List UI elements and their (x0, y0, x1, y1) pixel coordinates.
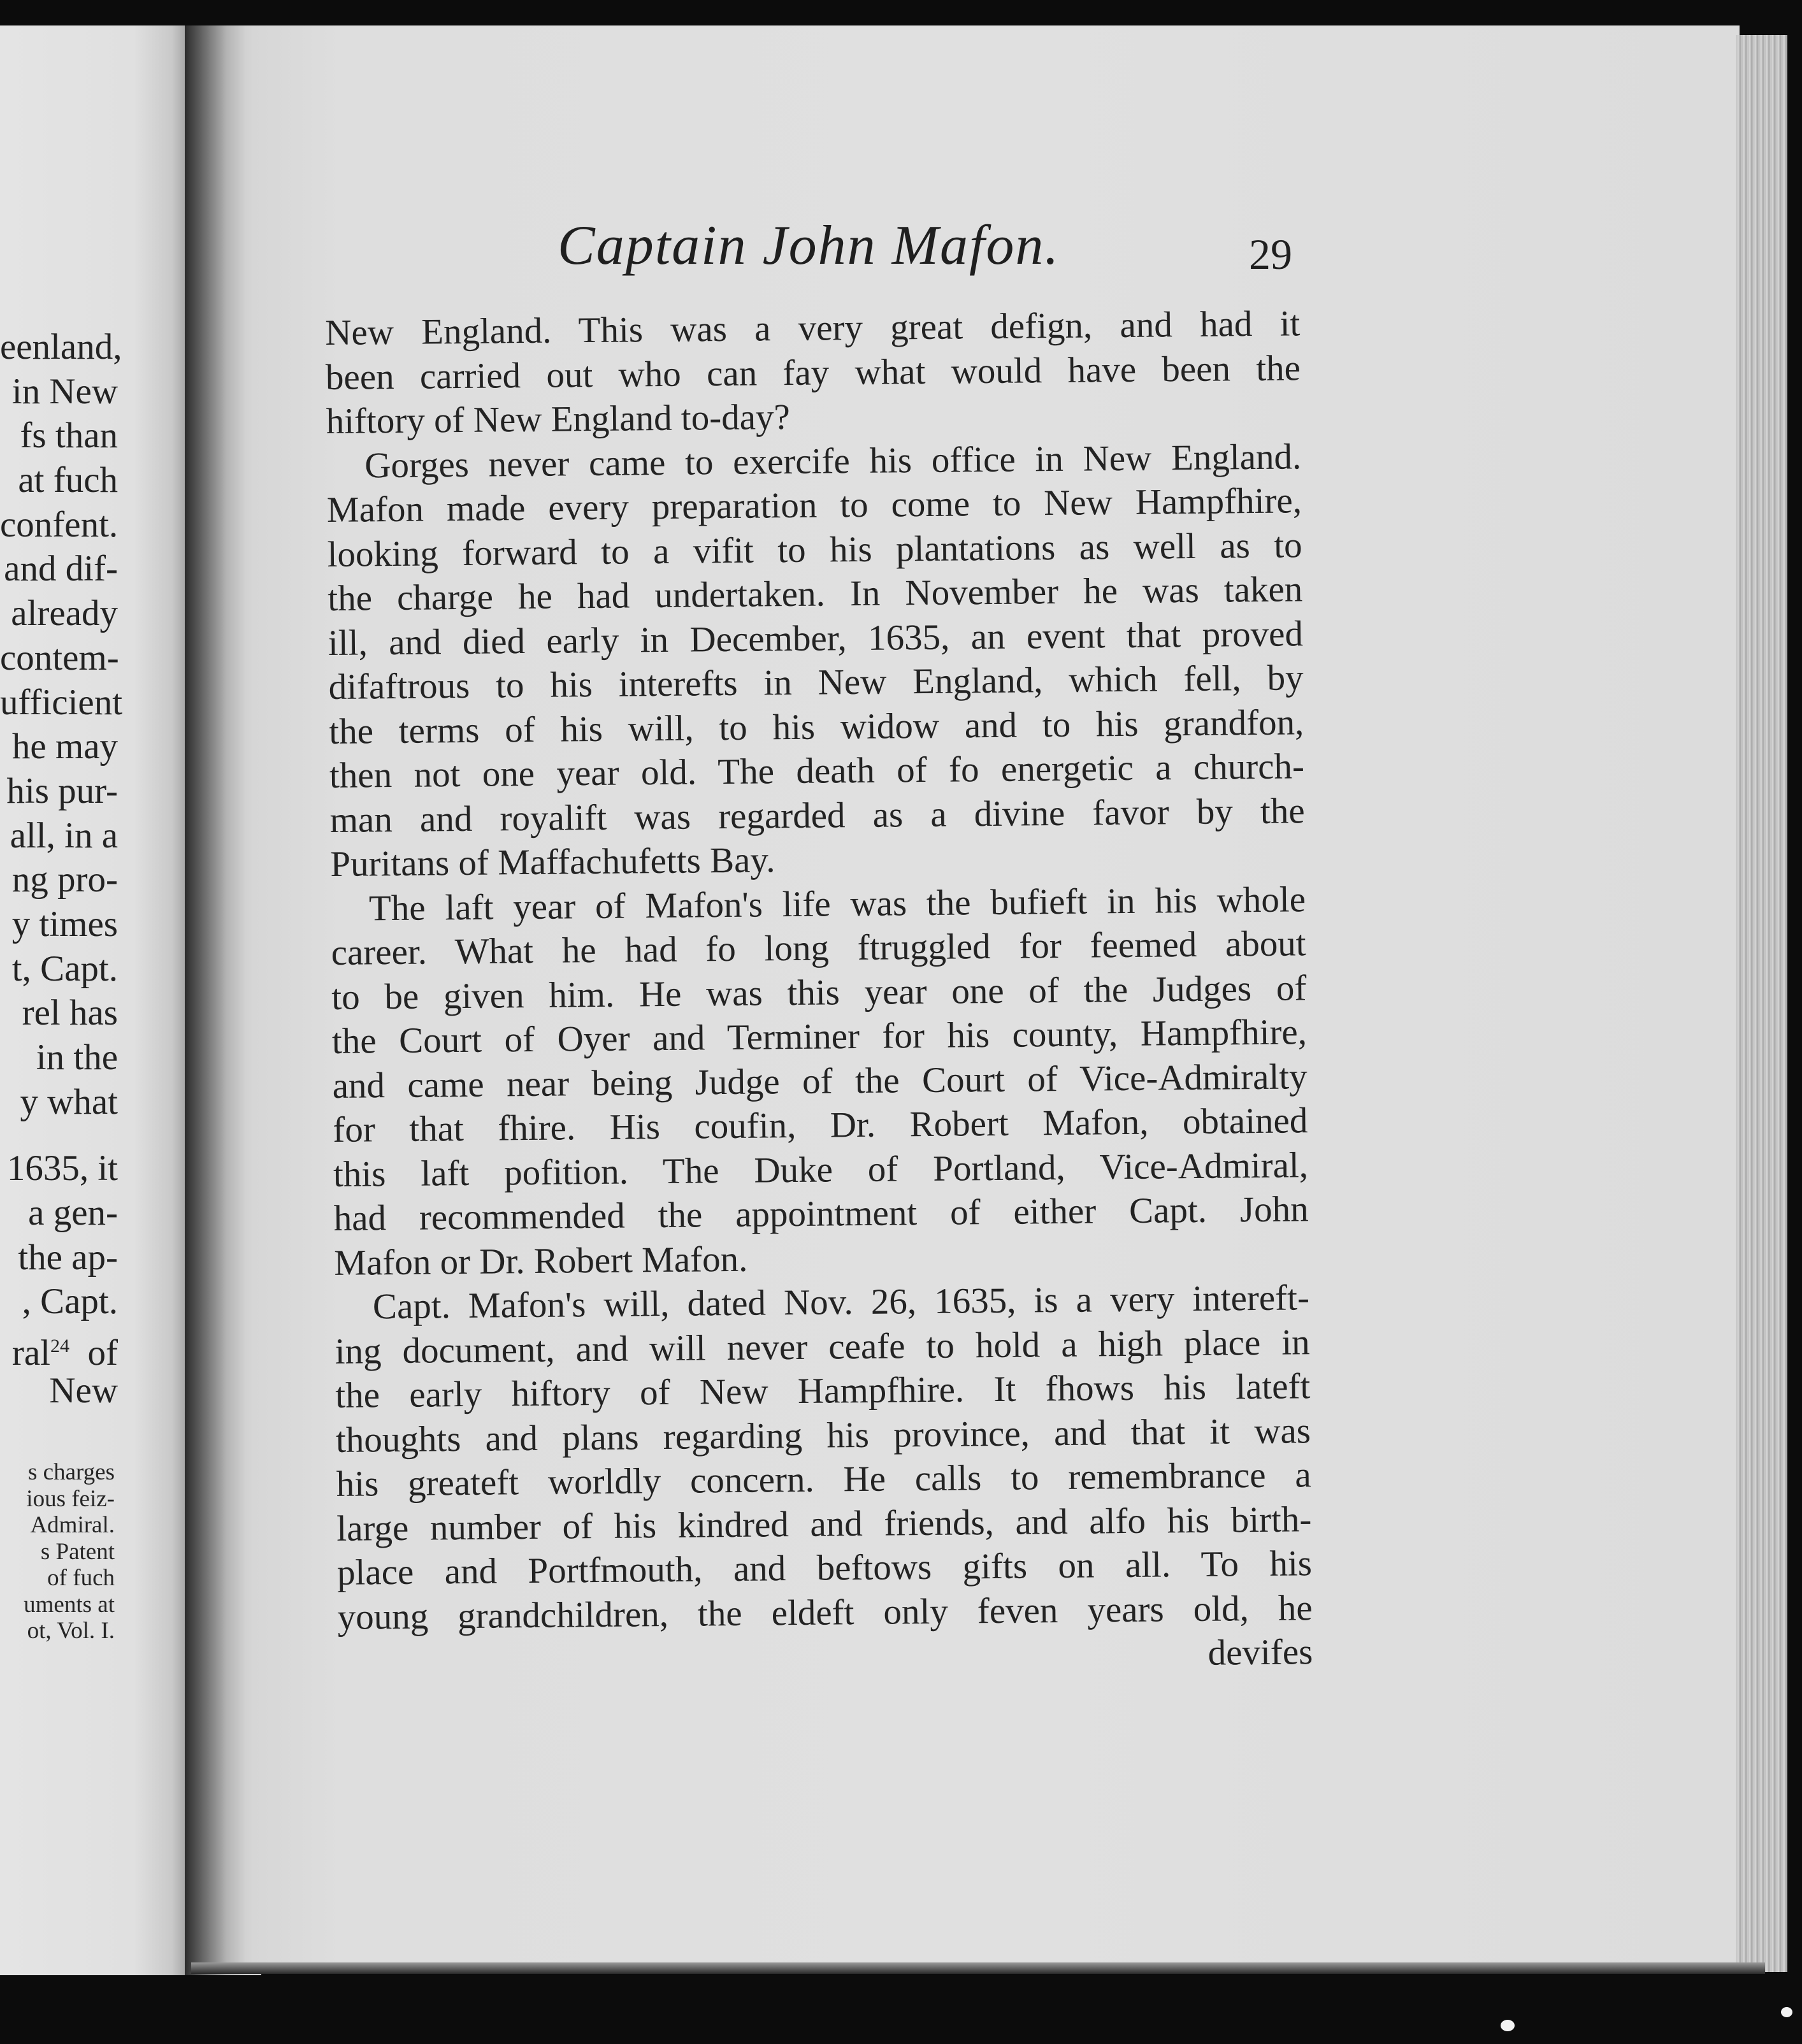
text-line: the early hiftory of New Hampfhire. It fhows his lateft (335, 1366, 1311, 1416)
page-bottom-edge (191, 1962, 1765, 1974)
text-line: New England. This was a very great defign, and had it (325, 303, 1301, 353)
footnote-line: ot, Vol. I. (27, 1618, 115, 1644)
running-title: Captain John Mafon. (558, 215, 1060, 277)
left-line: t, Capt. (11, 948, 118, 989)
left-line: ral (11, 1333, 51, 1374)
footnote-line: uments at (24, 1591, 115, 1618)
text-line: Puritans of Maffachufetts Bay. (330, 840, 775, 884)
left-line: he may (11, 726, 118, 767)
text-line: difaftrous to his interefts in New England, which fell, by (328, 658, 1304, 707)
left-line: ng pro- (11, 860, 118, 900)
text-line: Mafon made every preparation to come to New Hampfhire, (326, 480, 1302, 530)
left-footnotes (0, 1459, 115, 1645)
paragraph-gap (0, 1124, 118, 1146)
body-text (325, 301, 1313, 1683)
text-line: this laft pofition. The Duke of Portland, Vice-Admiral, (333, 1144, 1309, 1195)
text-line: Gorges never came to exercife his office in New England. (364, 436, 1302, 486)
book-gutter (185, 25, 261, 1975)
dust-speck (1501, 2020, 1515, 2031)
text-line: The laft year of Mafon's life was the bufieft in his whole (368, 879, 1306, 928)
text-line: then not one year old. The death of fo energetic a church- (329, 746, 1305, 796)
text-line: ing document, and will never ceafe to hold a high place in (335, 1321, 1310, 1372)
left-line: in New (11, 371, 118, 412)
text-line: place and Portfmouth, and beftows gifts on all. To his (336, 1543, 1313, 1593)
page-edges (1736, 35, 1787, 1972)
text-line: his greateft worldly concern. He calls to remembrance a (336, 1455, 1311, 1504)
footnote-line: s charges (28, 1459, 115, 1485)
left-line: at fuch (18, 460, 118, 501)
text-line: ill, and died early in December, 1635, an event that proved (328, 613, 1304, 663)
left-line: a gen- (28, 1193, 118, 1234)
text-line: Mafon or Dr. Robert Mafon. (334, 1239, 748, 1283)
page-number: 29 (1249, 230, 1292, 278)
left-line-word: of (87, 1333, 118, 1374)
text-line: to be given him. He was this year one of the Judges of (331, 967, 1307, 1018)
text-line: the terms of his will, to his widow and to his grandfon, (329, 702, 1304, 752)
text-line: large number of his kindred and friends, and alfo his birth- (336, 1499, 1312, 1549)
left-line: eenland, (0, 327, 122, 367)
text-line: and came near being Judge of the Court of Vice-Admiralty (332, 1056, 1308, 1106)
footnote-line: s Patent (40, 1538, 115, 1565)
text-line: looking forward to a vifit to his plantations as well as to (327, 524, 1302, 575)
left-line: ufficient (0, 682, 123, 723)
text-line: for that fhire. His coufin, Dr. Robert Mafon, obtained (333, 1100, 1308, 1150)
left-line: New (49, 1370, 118, 1411)
footnote-line: of fuch (47, 1565, 115, 1591)
text-line: career. What he had fo long ftruggled for feemed about (331, 923, 1306, 973)
footnote-line: ious feiz- (26, 1485, 115, 1512)
catchword: devifes (1207, 1632, 1313, 1673)
text-line: been carried out who can fay what would have been the (325, 347, 1301, 398)
left-line: contem- (0, 637, 119, 678)
text-line: hiftory of New England to-day? (326, 397, 791, 442)
left-line: confent. (0, 504, 119, 545)
footnote-reference: 24 (50, 1335, 70, 1357)
left-line: 1635, it (6, 1148, 118, 1189)
left-page (0, 25, 191, 1975)
left-page-text (0, 325, 123, 1413)
left-line: rel has (22, 993, 118, 1033)
left-line: y what (20, 1081, 118, 1122)
left-line: , Capt. (22, 1281, 118, 1322)
text-line: man and royalift was regarded as a divine favor by the (329, 790, 1305, 840)
dust-speck (1781, 2007, 1792, 2017)
text-line: thoughts and plans regarding his province, and that it was (335, 1410, 1311, 1460)
left-line: already (11, 593, 118, 634)
left-line: the ap- (18, 1237, 118, 1278)
left-line: y times (11, 903, 118, 944)
text-line: Capt. Mafon's will, dated Nov. 26, 1635, is a very intereft- (372, 1278, 1310, 1327)
text-line: young grandchildren, the eldeft only feven years old, he (337, 1587, 1313, 1637)
left-line-with-footnote (0, 1324, 118, 1374)
left-line: his pur- (6, 770, 118, 811)
left-line: and dif- (4, 549, 118, 589)
text-line: the Court of Oyer and Terminer for his county, Hampfhire, (331, 1012, 1308, 1062)
left-line: in the (36, 1037, 118, 1077)
footnote-line: Admiral. (30, 1512, 115, 1538)
left-line: all, in a (10, 815, 118, 856)
text-line: had recommended the appointment of either Capt. John (333, 1189, 1309, 1239)
left-line: fs than (20, 415, 118, 456)
text-line: the charge he had undertaken. In November he was taken (328, 569, 1303, 619)
